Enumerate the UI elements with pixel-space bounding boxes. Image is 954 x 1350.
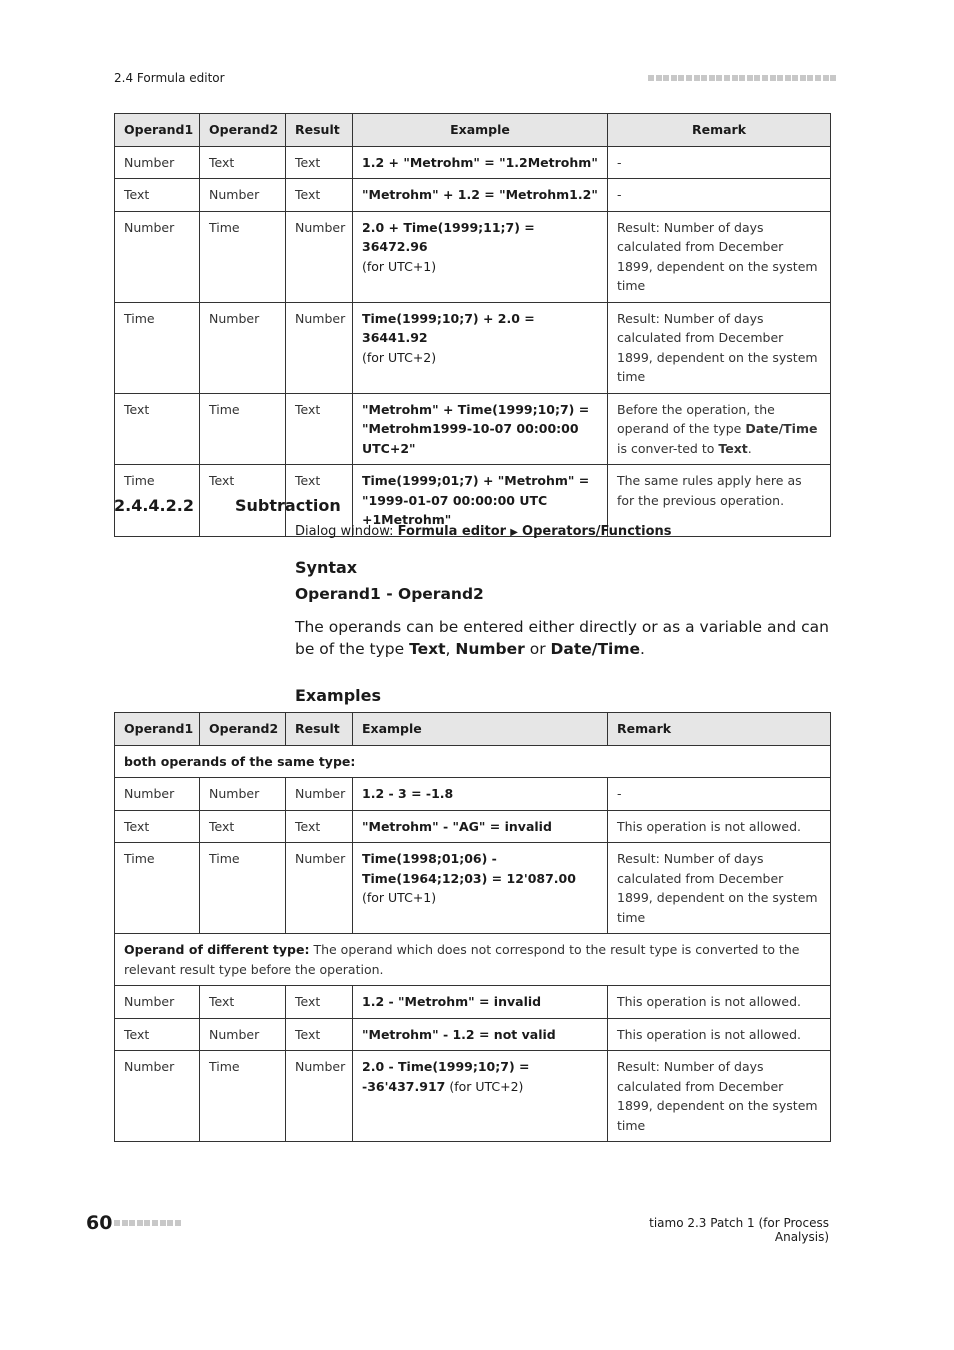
- group-label: [115, 934, 831, 986]
- cell-remark: This operation is not allowed.: [608, 986, 831, 1019]
- table-row: [115, 211, 831, 302]
- addition-table: [114, 113, 831, 537]
- example-code: Time(1999;10;7) + 2.0 = 36441.92: [362, 310, 535, 345]
- cell-result: Text: [286, 465, 353, 537]
- cell-example: [353, 146, 608, 179]
- para-text: or: [524, 640, 551, 658]
- para-term: Text: [409, 640, 446, 658]
- col-header: Example: [353, 713, 608, 746]
- cell-operand1: Number: [115, 986, 200, 1019]
- cell-operand1: Text: [115, 1018, 200, 1051]
- cell-example: [353, 986, 608, 1019]
- triangle-right-icon: ▶: [510, 527, 518, 538]
- dialog-path: [295, 524, 672, 539]
- example-code: 1.2 - "Metrohm" = invalid: [362, 994, 542, 1009]
- table-header-row: [115, 713, 831, 746]
- cell-operand2: Number: [200, 1018, 286, 1051]
- example-code: 1.2 - 3 = -1.8: [362, 786, 454, 801]
- dialog-path-part: Formula editor: [397, 524, 507, 539]
- group-row: [115, 745, 831, 778]
- cell-remark: -: [608, 778, 831, 811]
- cell-example: [353, 810, 608, 843]
- remark-term: Text: [718, 440, 748, 456]
- cell-operand2: Text: [200, 810, 286, 843]
- syntax-heading: Syntax: [295, 558, 358, 577]
- table-row: [115, 146, 831, 179]
- cell-operand1: Text: [115, 810, 200, 843]
- syntax-code: Operand1 - Operand2: [295, 585, 484, 603]
- cell-example: [353, 778, 608, 811]
- cell-result: Text: [286, 810, 353, 843]
- col-header: Result: [286, 114, 353, 147]
- header-decoration: [648, 75, 836, 81]
- cell-operand2: Time: [200, 843, 286, 934]
- cell-example: [353, 393, 608, 465]
- example-note: (for UTC+1): [362, 258, 437, 274]
- cell-operand1: Time: [115, 302, 200, 393]
- cell-example: [353, 1051, 608, 1142]
- cell-operand1: Number: [115, 1051, 200, 1142]
- cell-remark: This operation is not allowed.: [608, 810, 831, 843]
- cell-operand2: Time: [200, 211, 286, 302]
- cell-example: [353, 179, 608, 212]
- cell-operand2: Number: [200, 179, 286, 212]
- group-label: both operands of the same type:: [115, 745, 831, 778]
- cell-example: [353, 302, 608, 393]
- example-note: (for UTC+2): [362, 349, 437, 365]
- table-row: [115, 810, 831, 843]
- col-header: Example: [353, 114, 608, 147]
- cell-remark: Result: Number of days calculated from December 1899, dependent on the system time: [608, 211, 831, 302]
- cell-result: Text: [286, 179, 353, 212]
- col-header: Result: [286, 713, 353, 746]
- para-text: .: [640, 640, 645, 658]
- col-header: Remark: [608, 114, 831, 147]
- dialog-prefix: Dialog window:: [295, 524, 398, 539]
- example-code: Time(1999;01;7) + "Metrohm" = "1999-01-07 00:00:00 UTC +1Metrohm": [362, 473, 590, 527]
- cell-remark: -: [608, 179, 831, 212]
- dialog-path-part: Operators/Functions: [522, 524, 672, 539]
- col-header: Remark: [608, 713, 831, 746]
- examples-heading: Examples: [295, 686, 382, 705]
- table-row: [115, 986, 831, 1019]
- example-code: Time(1998;01;06) - Time(1964;12;03) = 12'087.00: [362, 851, 576, 886]
- col-header: Operand1: [115, 713, 200, 746]
- example-code: 2.0 - Time(1999;10;7) = -36'437.917: [362, 1059, 530, 1094]
- para-text: ,: [445, 640, 456, 658]
- cell-operand2: Time: [200, 393, 286, 465]
- page-number: 60: [86, 1212, 113, 1234]
- table-row: [115, 1051, 831, 1142]
- example-code: "Metrohm" - "AG" = invalid: [362, 818, 552, 834]
- cell-remark: [608, 393, 831, 465]
- cell-result: Number: [286, 211, 353, 302]
- cell-remark: The same rules apply here as for the previous operation.: [608, 465, 831, 537]
- cell-remark: Result: Number of days calculated from December 1899, dependent on the system time: [608, 843, 831, 934]
- cell-result: Text: [286, 146, 353, 179]
- remark-text: is conver-ted to: [617, 440, 719, 456]
- col-header: Operand2: [200, 114, 286, 147]
- col-header: Operand2: [200, 713, 286, 746]
- cell-remark: This operation is not allowed.: [608, 1018, 831, 1051]
- remark-text: .: [747, 440, 752, 456]
- section-title: Subtraction: [235, 496, 341, 515]
- group-label-bold: Operand of different type:: [124, 942, 310, 957]
- cell-result: Number: [286, 778, 353, 811]
- cell-operand1: Number: [115, 211, 200, 302]
- cell-operand2: Text: [200, 986, 286, 1019]
- group-row: [115, 934, 831, 986]
- table-row: [115, 843, 831, 934]
- cell-operand1: Number: [115, 146, 200, 179]
- cell-result: Number: [286, 302, 353, 393]
- subtraction-table: [114, 712, 831, 1142]
- para-term: Date/Time: [550, 640, 640, 658]
- cell-example: [353, 211, 608, 302]
- table-row: [115, 302, 831, 393]
- table-row: [115, 179, 831, 212]
- cell-operand2: Text: [200, 146, 286, 179]
- footer-decoration: [114, 1220, 181, 1226]
- cell-operand1: Time: [115, 465, 200, 537]
- col-header: Operand1: [115, 114, 200, 147]
- group-label-text: The operand which does not correspond to the result type is converted to the relevant result type before the operation.: [124, 942, 800, 977]
- product-name: tiamo 2.3 Patch 1 (for Process Analysis): [649, 1216, 829, 1244]
- table-row: [115, 393, 831, 465]
- cell-remark: -: [608, 146, 831, 179]
- cell-operand1: Text: [115, 179, 200, 212]
- cell-result: Text: [286, 393, 353, 465]
- cell-operand2: Text: [200, 465, 286, 537]
- example-note: (for UTC+2): [445, 1078, 524, 1094]
- para-text: The operands can be entered either directly or as a variable and can be of the type: [295, 618, 829, 658]
- cell-result: Text: [286, 986, 353, 1019]
- cell-example: [353, 1018, 608, 1051]
- cell-example: [353, 843, 608, 934]
- description-paragraph: [295, 616, 830, 660]
- cell-remark: Result: Number of days calculated from December 1899, dependent on the system time: [608, 1051, 831, 1142]
- section-number: 2.4.4.2.2: [114, 496, 194, 515]
- example-code: "Metrohm" - 1.2 = not valid: [362, 1026, 556, 1042]
- running-header: 2.4 Formula editor: [114, 71, 225, 85]
- cell-result: Number: [286, 1051, 353, 1142]
- cell-operand2: Number: [200, 302, 286, 393]
- cell-operand2: Time: [200, 1051, 286, 1142]
- example-code: 2.0 + Time(1999;11;7) = 36472.96: [362, 219, 535, 254]
- remark-term: Date/Time: [745, 421, 818, 436]
- cell-result: Number: [286, 843, 353, 934]
- cell-operand1: Number: [115, 778, 200, 811]
- para-term: Number: [455, 640, 525, 658]
- cell-result: Text: [286, 1018, 353, 1051]
- cell-operand1: Time: [115, 843, 200, 934]
- cell-remark: Result: Number of days calculated from December 1899, dependent on the system time: [608, 302, 831, 393]
- cell-operand2: Number: [200, 778, 286, 811]
- cell-operand1: Text: [115, 393, 200, 465]
- table-row: [115, 778, 831, 811]
- table-row: [115, 1018, 831, 1051]
- example-code: 1.2 + "Metrohm" = "1.2Metrohm": [362, 154, 598, 170]
- remark-text: Before the operation, the operand of the type: [617, 401, 775, 436]
- table-header-row: [115, 114, 831, 147]
- example-code: "Metrohm" + 1.2 = "Metrohm1.2": [362, 187, 598, 202]
- example-note: (for UTC+1): [362, 890, 437, 905]
- example-code: "Metrohm" + Time(1999;10;7) = "Metrohm1999-10-07 00:00:00 UTC+2": [362, 401, 590, 456]
